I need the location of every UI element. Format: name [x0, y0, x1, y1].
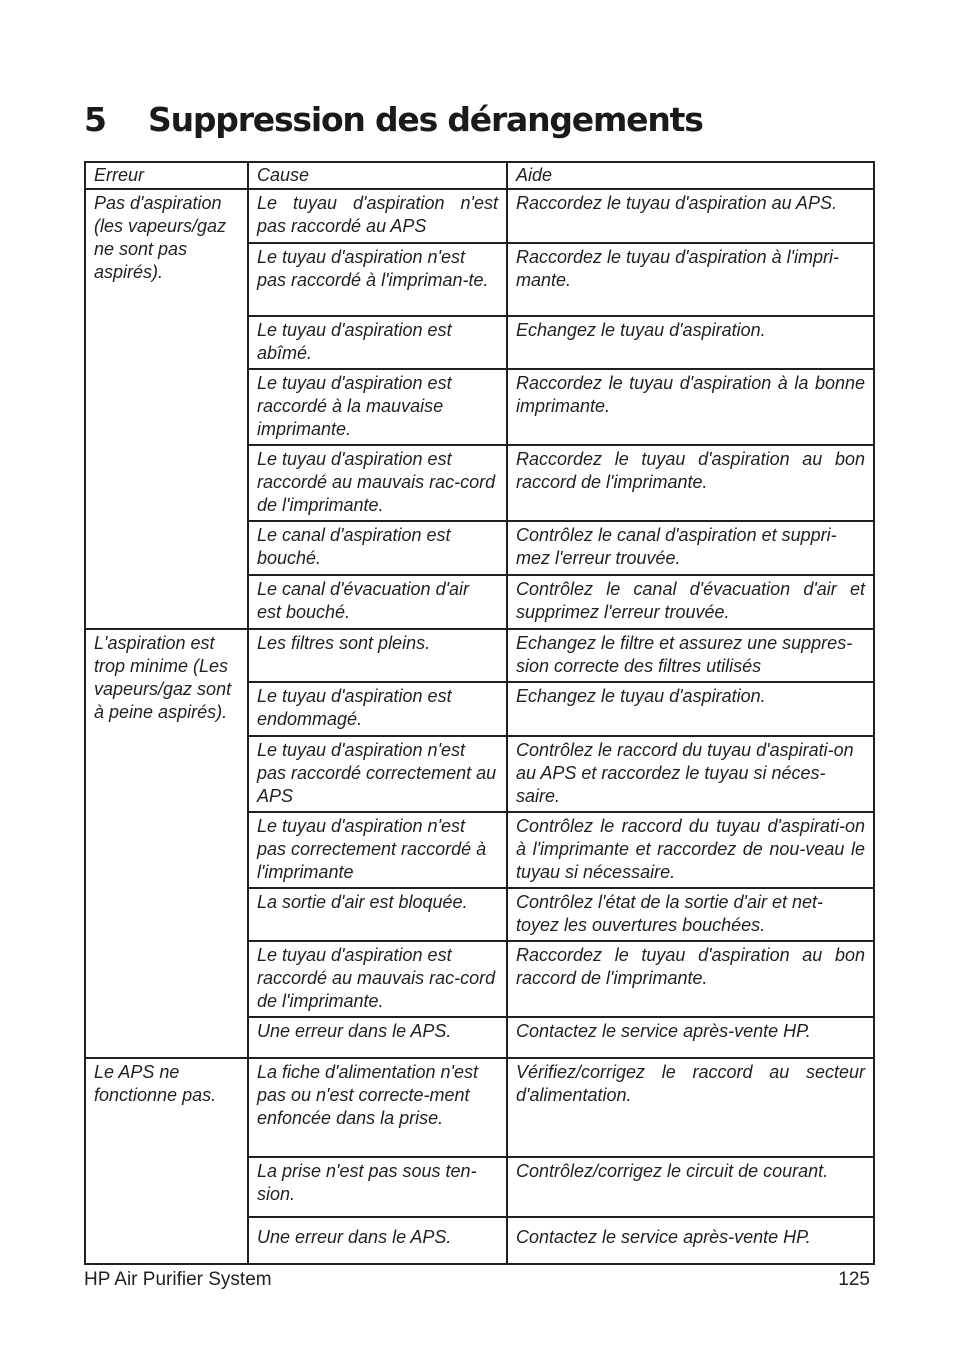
error-cell: Le APS ne fonctionne pas.: [85, 1058, 248, 1264]
table-row: [85, 189, 874, 243]
cause-cell: Le tuyau d'aspiration n'est pas correctement raccordé à l'imprimante: [248, 812, 507, 888]
header-cause: Cause: [248, 162, 507, 189]
help-cell: Contrôlez l'état de la sortie d'air et net-toyez les ouvertures bouchées.: [507, 888, 874, 941]
cause-cell: Le tuyau d'aspiration est raccordé au mauvais rac-cord de l'imprimante.: [248, 941, 507, 1017]
help-cell: Raccordez le tuyau d'aspiration à la bonne imprimante.: [507, 369, 874, 445]
cause-cell: Le tuyau d'aspiration est abîmé.: [248, 316, 507, 369]
error-cell: L'aspiration est trop minime (Les vapeurs/gaz sont à peine aspirés).: [85, 629, 248, 1058]
help-cell: Contactez le service après-vente HP.: [507, 1017, 874, 1058]
footer-product-name: HP Air Purifier System: [84, 1269, 272, 1290]
help-cell: Echangez le filtre et assurez une suppres-sion correcte des filtres utilisés: [507, 629, 874, 682]
help-cell: Raccordez le tuyau d'aspiration au bon raccord de l'imprimante.: [507, 941, 874, 1017]
cause-cell: Les filtres sont pleins.: [248, 629, 507, 682]
cause-cell: Une erreur dans le APS.: [248, 1017, 507, 1058]
cause-cell: La prise n'est pas sous ten-sion.: [248, 1157, 507, 1217]
cause-cell: La sortie d'air est bloquée.: [248, 888, 507, 941]
help-cell: Contrôlez le raccord du tuyau d'aspirati-on à l'imprimante et raccordez de nou-veau le tuyau si nécessaire.: [507, 812, 874, 888]
cause-cell: La fiche d'alimentation n'est pas ou n'est correcte-ment enfoncée dans la prise.: [248, 1058, 507, 1157]
error-cell: Pas d'aspiration (les vapeurs/gaz ne sont pas aspirés).: [85, 189, 248, 629]
header-error: Erreur: [85, 162, 248, 189]
footer-page-number: 125: [838, 1269, 870, 1290]
header-help: Aide: [507, 162, 874, 189]
cause-cell: Une erreur dans le APS.: [248, 1217, 507, 1264]
help-cell: Contrôlez le canal d'évacuation d'air et supprimez l'erreur trouvée.: [507, 575, 874, 629]
help-cell: Contrôlez le raccord du tuyau d'aspirati-on au APS et raccordez le tuyau si néces-saire.: [507, 736, 874, 812]
cause-cell: Le tuyau d'aspiration est raccordé à la mauvaise imprimante.: [248, 369, 507, 445]
help-cell: Contrôlez le canal d'aspiration et suppri-mez l'erreur trouvée.: [507, 521, 874, 575]
help-cell: Raccordez le tuyau d'aspiration à l'impri-mante.: [507, 243, 874, 316]
cause-cell: Le tuyau d'aspiration est raccordé au mauvais rac-cord de l'imprimante.: [248, 445, 507, 521]
troubleshooting-table: [84, 161, 875, 1265]
help-cell: Contactez le service après-vente HP.: [507, 1217, 874, 1264]
table-row: [85, 629, 874, 682]
cause-cell: Le canal d'aspiration est bouché.: [248, 521, 507, 575]
help-cell: Echangez le tuyau d'aspiration.: [507, 316, 874, 369]
help-cell: Contrôlez/corrigez le circuit de courant.: [507, 1157, 874, 1217]
cause-cell: Le tuyau d'aspiration est endommagé.: [248, 682, 507, 736]
chapter-number: 5: [84, 100, 106, 139]
cause-cell: Le canal d'évacuation d'air est bouché.: [248, 575, 507, 629]
help-cell: Raccordez le tuyau d'aspiration au bon raccord de l'imprimante.: [507, 445, 874, 521]
cause-cell: Le tuyau d'aspiration n'est pas raccordé à l'impriman-te.: [248, 243, 507, 316]
cause-cell: Le tuyau d'aspiration n'est pas raccordé au APS: [248, 189, 507, 243]
page-title: [84, 100, 703, 139]
chapter-title: Suppression des dérangements: [148, 100, 703, 139]
help-cell: Raccordez le tuyau d'aspiration au APS.: [507, 189, 874, 243]
table-row: [85, 1058, 874, 1157]
table-header-row: [85, 162, 874, 189]
cause-cell: Le tuyau d'aspiration n'est pas raccordé correctement au APS: [248, 736, 507, 812]
help-cell: Echangez le tuyau d'aspiration.: [507, 682, 874, 736]
help-cell: Vérifiez/corrigez le raccord au secteur d'alimentation.: [507, 1058, 874, 1157]
